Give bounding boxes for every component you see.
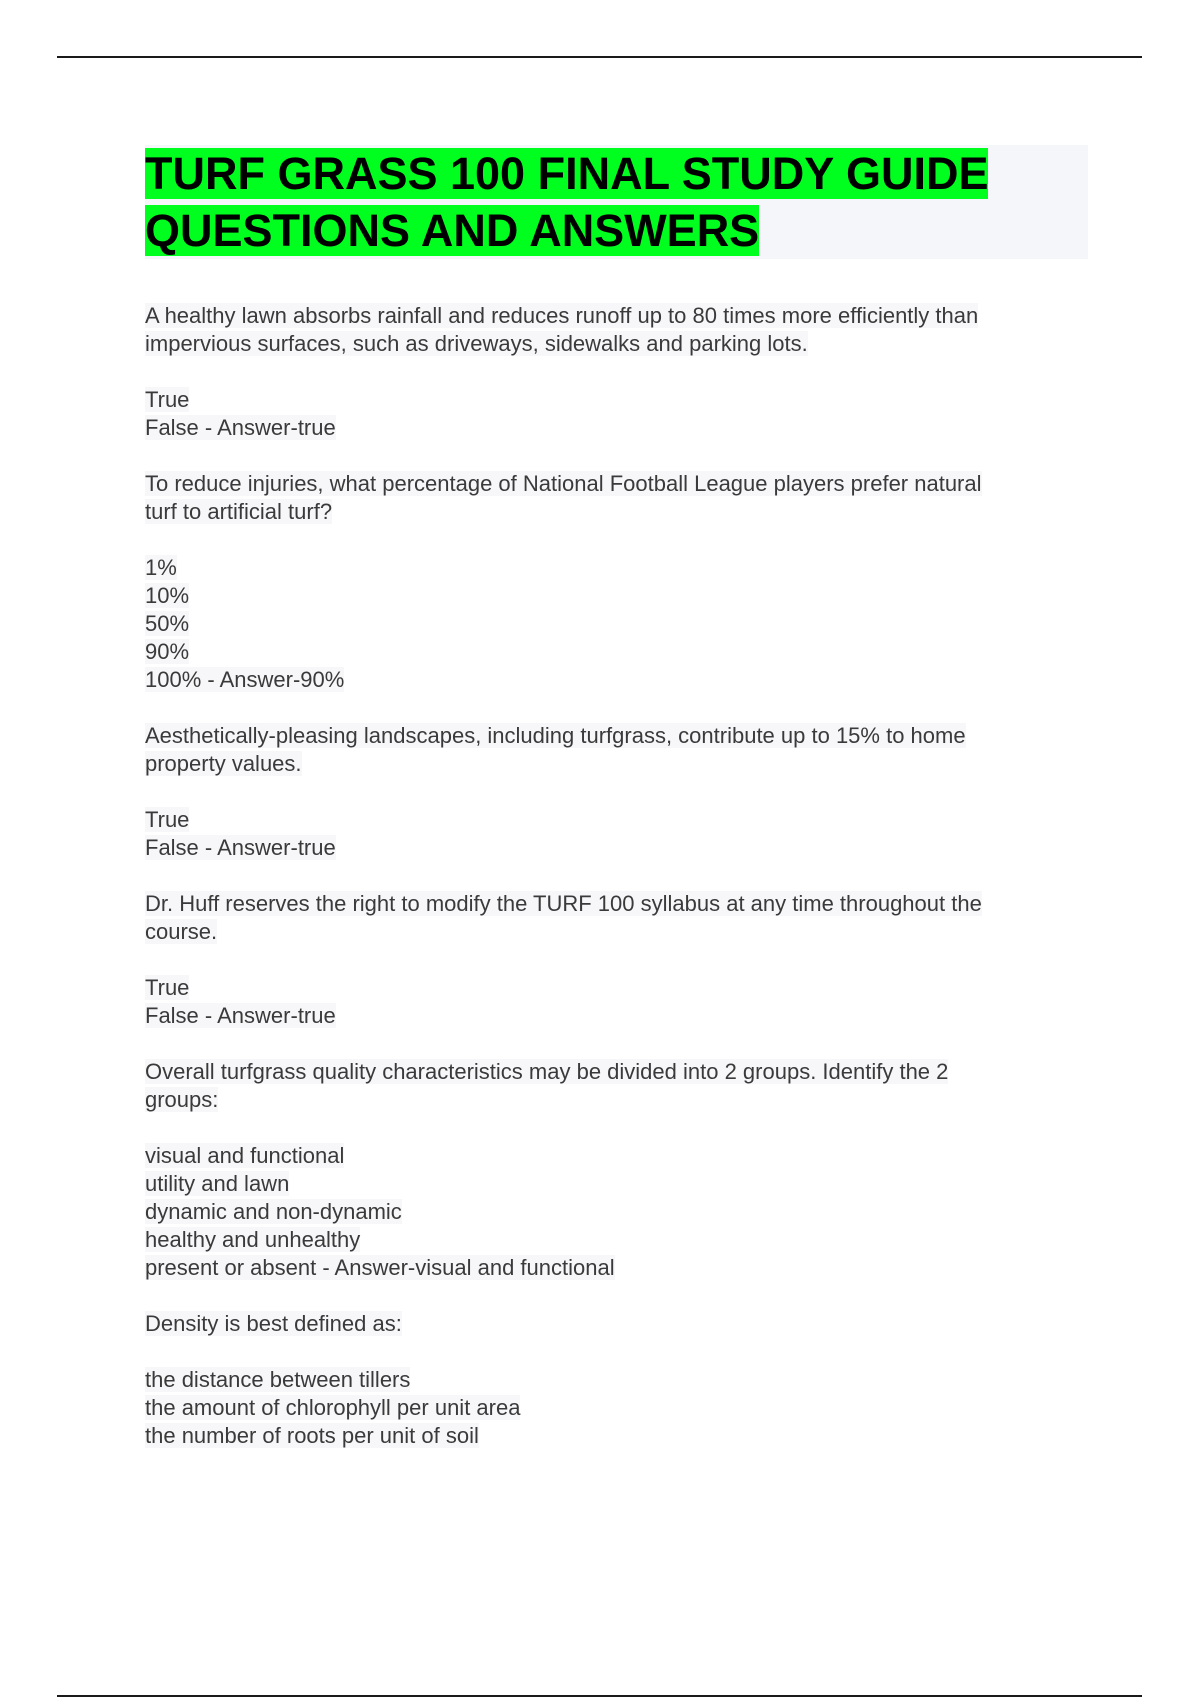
answer-option	[145, 806, 1085, 834]
question-text: turf to artificial turf?	[145, 499, 333, 524]
answer-option-text: the distance between tillers	[145, 1367, 411, 1392]
answer-options-2	[145, 554, 1085, 694]
answer-option	[145, 1394, 1085, 1422]
answer-option	[145, 554, 1085, 582]
answer-option-text: utility and lawn	[145, 1171, 290, 1196]
answer-option-text: True	[145, 807, 190, 832]
question-3	[145, 722, 1085, 778]
question-4	[145, 890, 1085, 946]
page-title	[145, 145, 1088, 259]
answer-options-1	[145, 386, 1085, 442]
answer-option	[145, 582, 1085, 610]
top-rule	[57, 56, 1142, 58]
question-line	[145, 750, 1085, 778]
question-5	[145, 1058, 1085, 1114]
question-6	[145, 1310, 1085, 1338]
answer-option	[145, 610, 1085, 638]
document-body	[145, 302, 1085, 1478]
question-line	[145, 1086, 1085, 1114]
answer-option-text: 1%	[145, 555, 177, 580]
question-line	[145, 890, 1085, 918]
answer-option	[145, 974, 1085, 1002]
answer-option	[145, 1226, 1085, 1254]
answer-option-text: True	[145, 975, 190, 1000]
answer-option	[145, 1170, 1085, 1198]
question-text: Overall turfgrass quality characteristics may be divided into 2 groups. Identify the 2	[145, 1059, 949, 1084]
question-text: groups:	[145, 1087, 219, 1112]
answer-option-text: 10%	[145, 583, 190, 608]
title-line-1: TURF GRASS 100 FINAL STUDY GUIDE	[145, 148, 989, 199]
question-line	[145, 1058, 1085, 1086]
answer-option-text: False - Answer-true	[145, 835, 336, 860]
question-line	[145, 1310, 1085, 1338]
answer-option-text: dynamic and non-dynamic	[145, 1199, 402, 1224]
question-2	[145, 470, 1085, 526]
question-line	[145, 498, 1085, 526]
question-line	[145, 722, 1085, 750]
answer-option-text: the number of roots per unit of soil	[145, 1423, 479, 1448]
answer-option	[145, 638, 1085, 666]
question-text: Density is best defined as:	[145, 1311, 402, 1336]
answer-options-4	[145, 974, 1085, 1030]
question-line	[145, 302, 1085, 330]
title-block	[145, 145, 1088, 259]
answer-options-5	[145, 1142, 1085, 1282]
answer-options-3	[145, 806, 1085, 862]
answer-option	[145, 1142, 1085, 1170]
question-1	[145, 302, 1085, 358]
question-text: A healthy lawn absorbs rainfall and reduces runoff up to 80 times more efficiently than	[145, 303, 979, 328]
question-line	[145, 918, 1085, 946]
question-line	[145, 470, 1085, 498]
question-text: To reduce injuries, what percentage of National Football League players prefer natural	[145, 471, 982, 496]
answer-option-text: 100% - Answer-90%	[145, 667, 345, 692]
answer-option	[145, 1002, 1085, 1030]
answer-option	[145, 1422, 1085, 1450]
question-text: property values.	[145, 751, 302, 776]
bottom-rule	[57, 1695, 1142, 1697]
answer-options-6	[145, 1366, 1085, 1450]
title-line-2: QUESTIONS AND ANSWERS	[145, 205, 760, 256]
answer-option-text: healthy and unhealthy	[145, 1227, 361, 1252]
question-text: Dr. Huff reserves the right to modify the TURF 100 syllabus at any time throughout the	[145, 891, 982, 916]
answer-option	[145, 1254, 1085, 1282]
answer-option-text: 50%	[145, 611, 190, 636]
answer-option	[145, 1366, 1085, 1394]
question-text: course.	[145, 919, 218, 944]
answer-option-text: visual and functional	[145, 1143, 345, 1168]
question-text: impervious surfaces, such as driveways, sidewalks and parking lots.	[145, 331, 808, 356]
answer-option-text: True	[145, 387, 190, 412]
answer-option	[145, 386, 1085, 414]
answer-option-text: False - Answer-true	[145, 415, 336, 440]
question-text: Aesthetically-pleasing landscapes, including turfgrass, contribute up to 15% to home	[145, 723, 966, 748]
question-line	[145, 330, 1085, 358]
answer-option	[145, 834, 1085, 862]
answer-option-text: present or absent - Answer-visual and functional	[145, 1255, 615, 1280]
answer-option	[145, 414, 1085, 442]
answer-option-text: 90%	[145, 639, 190, 664]
answer-option	[145, 1198, 1085, 1226]
answer-option	[145, 666, 1085, 694]
answer-option-text: False - Answer-true	[145, 1003, 336, 1028]
answer-option-text: the amount of chlorophyll per unit area	[145, 1395, 521, 1420]
